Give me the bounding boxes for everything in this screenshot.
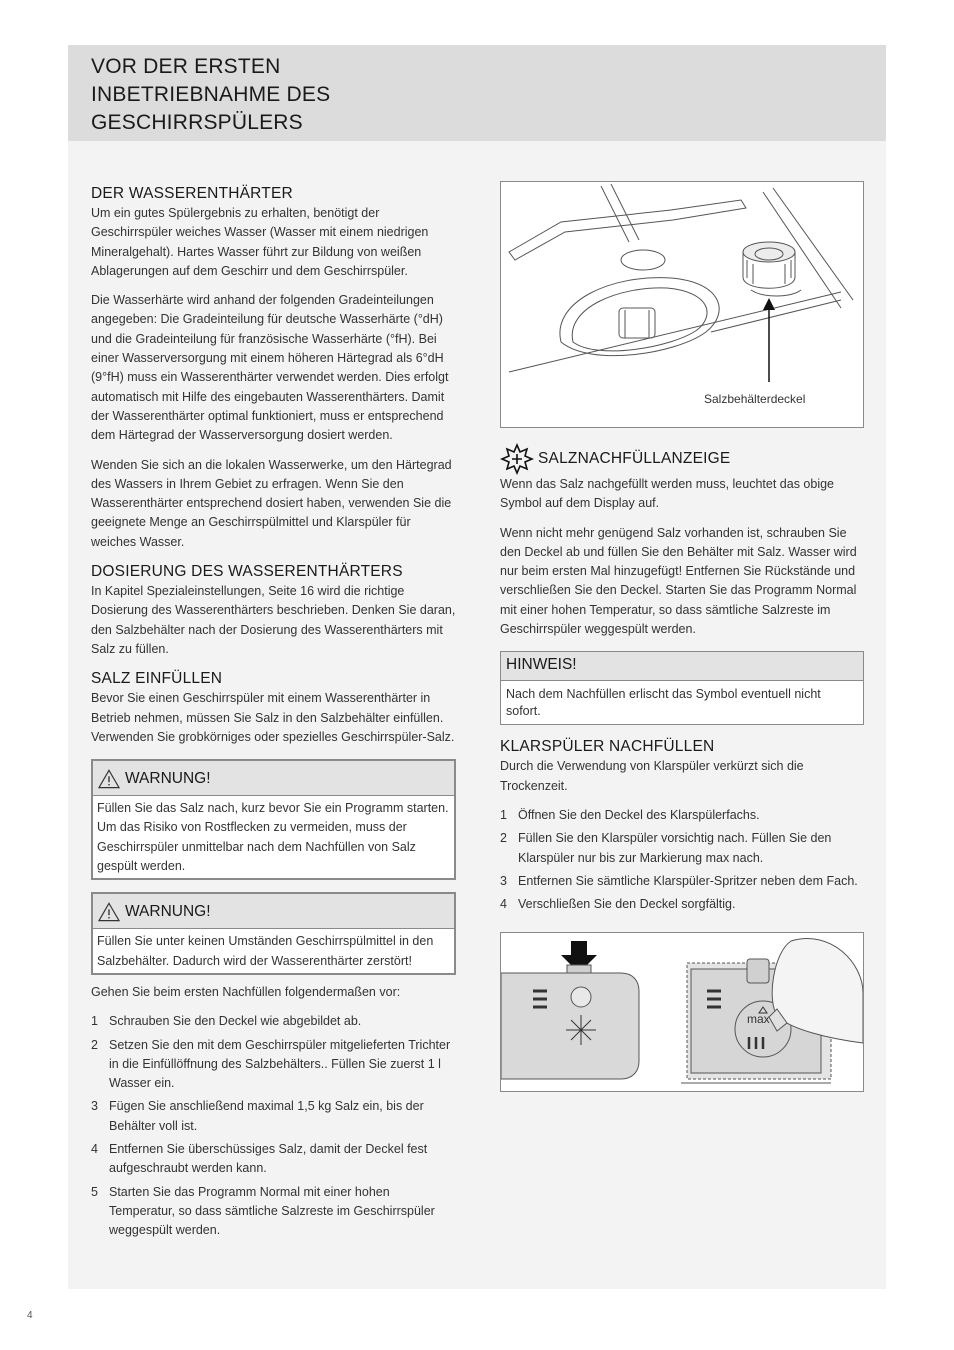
- list-item: [500, 806, 864, 825]
- step-number: 3: [500, 873, 507, 888]
- hint-box: [500, 651, 864, 725]
- step-text: Entfernen Sie sämtliche Klarspüler-Spritzer neben dem Fach.: [518, 873, 858, 888]
- page-header: [68, 45, 886, 141]
- warning-text: Füllen Sie das Salz nach, kurz bevor Sie ein Programm starten. Um das Risiko von Rostflecken zu vermeiden, muss der Geschirrspüler unmittelbar nach dem Nachfüllen von Salz gespült werden.: [97, 801, 449, 874]
- warning-title: WARNUNG!: [125, 903, 211, 921]
- salt-indicator-heading-row: [500, 443, 864, 475]
- rinse-aid-figure: [500, 932, 864, 1092]
- list-item: [91, 1097, 456, 1136]
- paragraph: Die Wasserhärte wird anhand der folgenden Gradeinteilungen angegeben: Die Gradeinteilung für deutsche Wasserhärte (°dH) und die Gradeinteilung für französische Wasserhärte (°fH). Bei einer Wasserversorgung mit einem höheren Härtegrad als 6°dH (9°fH) muss ein Wasserenthärter verwendet werden. Dies erfolgt automatisch mit Hilfe des eingebauten Wasserenthärters. Damit der Wasserenthärter optimal funktioniert, muss er entsprechend dem Härtegrad der Wasserversorgung dosiert werden.: [91, 293, 449, 443]
- salt-indicator-icon: [500, 443, 534, 475]
- salt-steps-list: [91, 1012, 456, 1240]
- list-item: [91, 1183, 456, 1241]
- step-number: 1: [500, 807, 507, 822]
- heading-salz-einfuellen: SALZ EINFÜLLEN: [91, 670, 223, 688]
- heading-klarspueler: KLARSPÜLER NACHFÜLLEN: [500, 738, 715, 756]
- warning-icon: [98, 902, 120, 922]
- paragraph: Durch die Verwendung von Klarspüler verkürzt sich die Trockenzeit.: [500, 759, 804, 793]
- step-number: 2: [91, 1037, 98, 1052]
- step-number: 4: [91, 1141, 98, 1156]
- step-text: Fügen Sie anschließend maximal 1,5 kg Salz ein, bis der Behälter voll ist.: [109, 1099, 424, 1133]
- dishwasher-salt-illustration: [501, 182, 863, 427]
- warning-icon: [98, 769, 120, 789]
- step-number: 2: [500, 831, 507, 846]
- paragraph: Um ein gutes Spülergebnis zu erhalten, benötigt der Geschirrspüler weiches Wasser (Wasser mit einem niedrigen Mineralgehalt). Hartes Wasser führt zur Bildung von weißen Ablagerungen auf dem Geschirr und dem Geschirrspüler.: [91, 206, 429, 278]
- page-number: 4: [27, 1310, 33, 1321]
- step-text: Füllen Sie den Klarspüler vorsichtig nach. Füllen Sie den Klarspüler nur bis zur Markierung max nach.: [518, 831, 832, 865]
- step-number: 4: [500, 897, 507, 912]
- rinse-aid-steps-list: [500, 806, 864, 914]
- warning-title: WARNUNG!: [125, 770, 211, 788]
- right-column: [500, 181, 864, 1092]
- warning-text: Füllen Sie unter keinen Umständen Geschirrspülmittel in den Salzbehälter. Dadurch wird der Wasserenthärter zerstört!: [97, 934, 434, 968]
- paragraph: In Kapitel Spezialeinstellungen, Seite 16 wird die richtige Dosierung des Wasserenthärters beschrieben. Denken Sie daran, den Salzbehälter nach der Dosierung des Wasserenthärters mit Salz zu füllen.: [91, 584, 456, 656]
- warning-box-1: [91, 759, 456, 880]
- left-column: [91, 184, 456, 1244]
- heading-wasserenthaerter: DER WASSERENTHÄRTER: [91, 185, 293, 202]
- list-item: [91, 1036, 456, 1094]
- page-title: VOR DER ERSTEN INBETRIEBNAHME DES GESCHIRRSPÜLERS: [91, 55, 331, 134]
- paragraph: Wenn das Salz nachgefüllt werden muss, leuchtet das obige Symbol auf dem Display auf.: [500, 477, 834, 511]
- step-text: Schrauben Sie den Deckel wie abgebildet ab.: [109, 1014, 362, 1029]
- heading-salznachfuellanzeige: SALZNACHFÜLLANZEIGE: [538, 450, 731, 467]
- steps-intro: Gehen Sie beim ersten Nachfüllen folgendermaßen vor:: [91, 984, 401, 999]
- figure-caption: Salzbehälterdeckel: [704, 392, 806, 406]
- step-text: Starten Sie das Programm Normal mit einer hohen Temperatur, so dass sämtliche Salzreste im Geschirrspüler weggespült werden.: [109, 1184, 435, 1238]
- step-number: 5: [91, 1184, 98, 1199]
- list-item: [91, 1140, 456, 1179]
- paragraph: Bevor Sie einen Geschirrspüler mit einem Wasserenthärter in Betrieb nehmen, müssen Sie Salz in den Salzbehälter einfüllen. Verwenden Sie grobkörniges oder spezielles Geschirrspüler-Salz.: [91, 691, 455, 744]
- warning-title-row: [93, 894, 454, 929]
- hint-title: HINWEIS!: [501, 652, 863, 681]
- hint-text: Nach dem Nachfüllen erlischt das Symbol eventuell nicht sofort.: [506, 687, 821, 719]
- list-item: [500, 895, 864, 914]
- step-number: 1: [91, 1014, 98, 1029]
- rinse-aid-illustration: [501, 933, 863, 1091]
- paragraph: Wenn nicht mehr genügend Salz vorhanden ist, schrauben Sie den Deckel ab und füllen Sie den Behälter mit Salz. Wasser wird nur beim ersten Mal hinzugefügt! Entfernen Sie Rückstände und verschließen Sie den Deckel. Starten Sie das Programm Normal mit einer hohen Temperatur, so dass sämtliche Salzreste im Geschirrspüler weggespült werden.: [500, 525, 857, 637]
- salt-container-figure: [500, 181, 864, 428]
- warning-box-2: [91, 892, 456, 975]
- heading-dosierung: DOSIERUNG DES WASSERENTHÄRTERS: [91, 563, 403, 581]
- list-item: [91, 1012, 456, 1031]
- paragraph: Wenden Sie sich an die lokalen Wasserwerke, um den Härtegrad des Wassers in Ihrem Gebiet zu erfragen. Wenn Sie den Wasserenthärter entsprechend dosiert haben, verwenden Sie die geeignete Menge an Geschirrspülmittel und Klarspüler für weiches Wasser.: [91, 457, 452, 549]
- list-item: [500, 829, 864, 868]
- step-text: Öffnen Sie den Deckel des Klarspülerfachs.: [518, 807, 760, 822]
- warning-title-row: [93, 761, 454, 796]
- step-text: Verschließen Sie den Deckel sorgfältig.: [518, 897, 736, 912]
- step-text: Setzen Sie den mit dem Geschirrspüler mitgelieferten Trichter in die Einfüllöffnung des Salzbehälters.. Füllen Sie zuerst 1 l Wasser ein.: [109, 1037, 451, 1091]
- max-marking: max: [747, 1012, 770, 1027]
- step-number: 3: [91, 1099, 98, 1114]
- list-item: [500, 872, 864, 891]
- step-text: Entfernen Sie überschüssiges Salz, damit der Deckel fest aufgeschraubt werden kann.: [109, 1141, 428, 1176]
